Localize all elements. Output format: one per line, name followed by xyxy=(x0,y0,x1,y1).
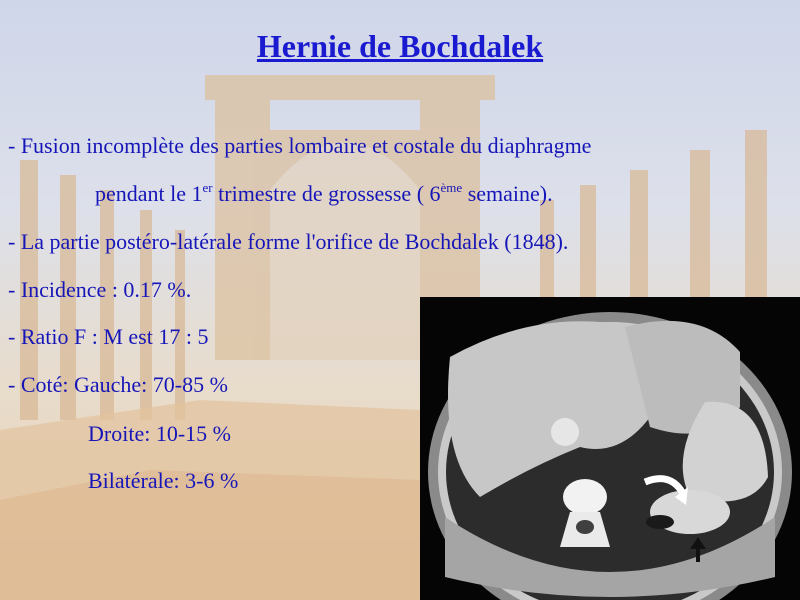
text-part: trimestre de grossesse ( 6 xyxy=(212,181,441,206)
ct-scan-image xyxy=(420,297,800,600)
bullet-orifice: - La partie postéro-latérale forme l'orifice de Bochdalek (1848). xyxy=(8,229,569,254)
text-part: pendant le 1 xyxy=(95,181,203,206)
superscript-er: er xyxy=(202,180,213,195)
bullet-incidence: - Incidence : 0.17 %. xyxy=(8,277,192,302)
bullet-ratio: - Ratio F : M est 17 : 5 xyxy=(8,324,209,349)
bullet-cote-gauche: - Coté: Gauche: 70-85 % xyxy=(8,372,228,397)
bullet-fusion-continuation xyxy=(95,181,553,207)
bullet-droite: Droite: 10-15 % xyxy=(88,421,231,446)
superscript-eme: ème xyxy=(440,180,463,195)
bullet-fusion: - Fusion incomplète des parties lombaire et costale du diaphragme xyxy=(8,133,592,158)
slide-title: Hernie de Bochdalek xyxy=(256,28,544,64)
text-part: semaine). xyxy=(462,181,553,206)
bullet-bilaterale: Bilatérale: 3-6 % xyxy=(88,468,239,493)
